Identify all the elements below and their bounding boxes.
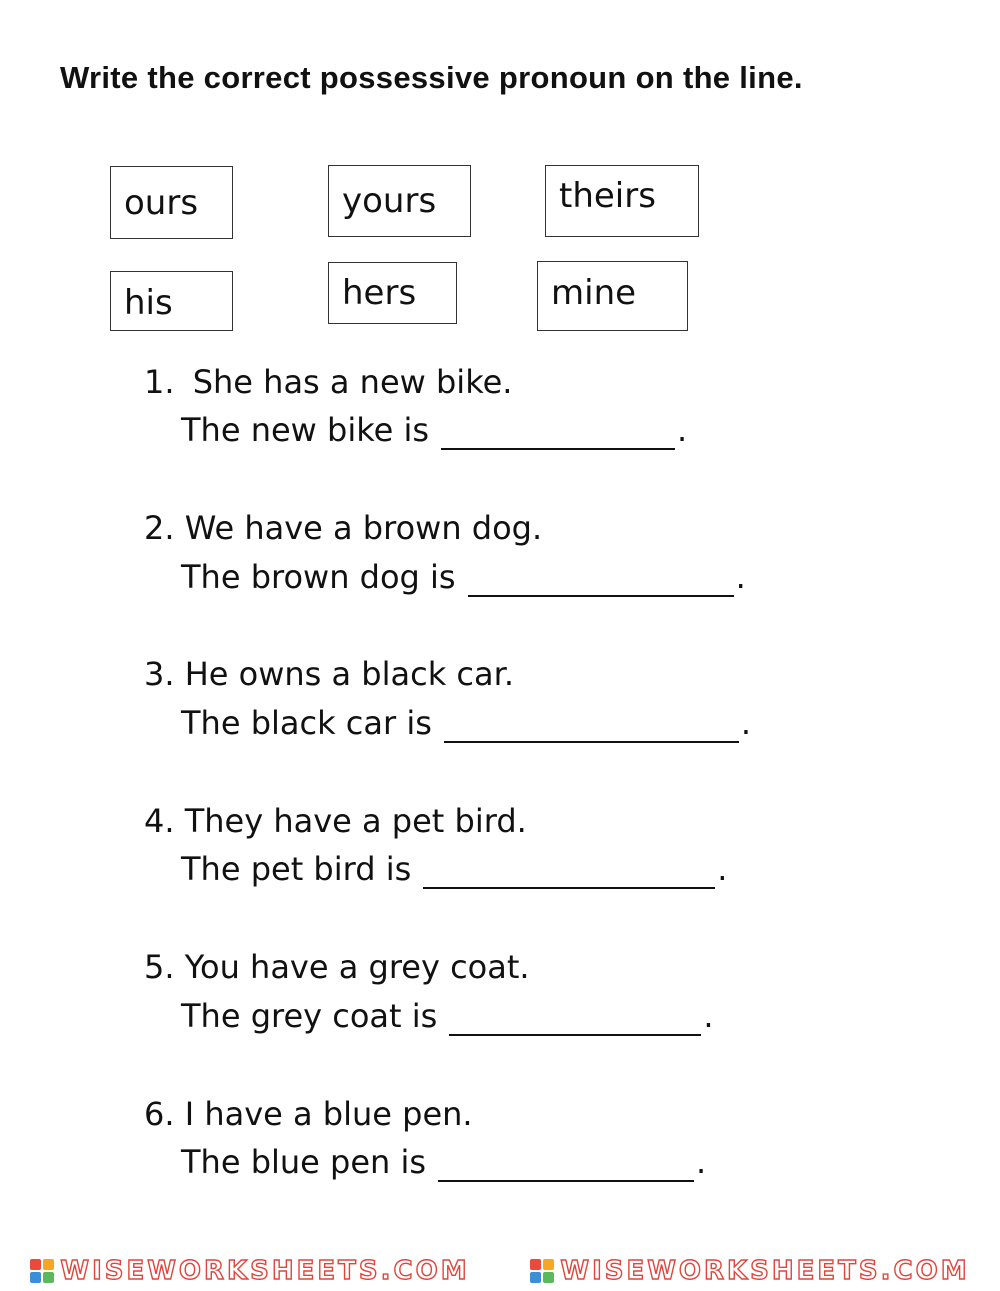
question-3-sentence — [144, 655, 514, 693]
question-4-answer-line — [181, 850, 728, 888]
question-2-period: . — [735, 558, 746, 596]
word-bank-his: his — [110, 271, 233, 331]
logo-icon — [30, 1259, 54, 1283]
question-3-text: He owns a black car. — [184, 655, 514, 693]
logo-square-2 — [543, 1259, 554, 1270]
question-4-text: They have a pet bird. — [184, 802, 527, 840]
word-bank-hers: hers — [328, 262, 457, 324]
question-1-answer-line — [181, 411, 688, 449]
question-6-text: I have a blue pen. — [184, 1095, 473, 1133]
question-6-period: . — [696, 1143, 707, 1181]
question-2-text: We have a brown dog. — [184, 509, 543, 547]
question-4-number: 4. — [144, 802, 175, 840]
question-5-period: . — [703, 997, 714, 1035]
question-6-number: 6. — [144, 1095, 175, 1133]
question-2-number: 2. — [144, 509, 175, 547]
question-5-answer-line — [181, 997, 714, 1035]
question-3-period: . — [740, 704, 752, 742]
question-1-blank[interactable] — [441, 420, 675, 450]
watermark-right — [530, 1256, 969, 1286]
logo-icon — [530, 1259, 554, 1283]
question-1-text: She has a new bike. — [192, 363, 513, 401]
question-2-sentence — [144, 509, 543, 547]
question-6-answer-line — [181, 1143, 707, 1181]
logo-square-3 — [530, 1272, 541, 1283]
question-6-sentence — [144, 1095, 473, 1133]
logo-square-3 — [30, 1272, 41, 1283]
question-4-sentence — [144, 802, 527, 840]
question-4-blank[interactable] — [423, 859, 715, 889]
question-4-prompt: The pet bird is — [181, 850, 412, 888]
watermark-text: WISEWORKSHEETS.COM — [560, 1256, 970, 1286]
question-2-answer-line — [181, 558, 746, 596]
question-5-blank[interactable] — [449, 1006, 701, 1036]
word-bank-theirs: theirs — [545, 165, 699, 237]
logo-square-4 — [543, 1272, 554, 1283]
question-1-period: . — [677, 411, 688, 449]
question-2-blank[interactable] — [468, 567, 734, 597]
word-bank-mine: mine — [537, 261, 688, 331]
logo-square-1 — [30, 1259, 41, 1270]
question-4-period: . — [717, 850, 728, 888]
word-bank-yours: yours — [328, 165, 471, 237]
question-6-blank[interactable] — [438, 1152, 694, 1182]
word-bank-ours: ours — [110, 166, 233, 239]
question-1-number: 1. — [144, 363, 175, 401]
question-1-sentence — [144, 363, 513, 401]
question-5-number: 5. — [144, 948, 175, 986]
logo-square-1 — [530, 1259, 541, 1270]
question-5-prompt: The grey coat is — [181, 997, 438, 1035]
logo-square-2 — [43, 1259, 54, 1270]
question-3-prompt: The black car is — [181, 704, 432, 742]
logo-square-4 — [43, 1272, 54, 1283]
question-3-blank[interactable] — [444, 713, 739, 743]
question-5-sentence — [144, 948, 530, 986]
question-1-prompt: The new bike is — [181, 411, 430, 449]
watermark-text: WISEWORKSHEETS.COM — [60, 1256, 470, 1286]
question-3-answer-line — [181, 704, 752, 742]
question-5-text: You have a grey coat. — [184, 948, 530, 986]
question-6-prompt: The blue pen is — [181, 1143, 427, 1181]
watermark-left — [30, 1256, 469, 1286]
footer-watermark — [0, 1255, 1000, 1287]
question-2-prompt: The brown dog is — [181, 558, 456, 596]
question-3-number: 3. — [144, 655, 175, 693]
page-title: Write the correct possessive pronoun on the line. — [60, 60, 803, 95]
